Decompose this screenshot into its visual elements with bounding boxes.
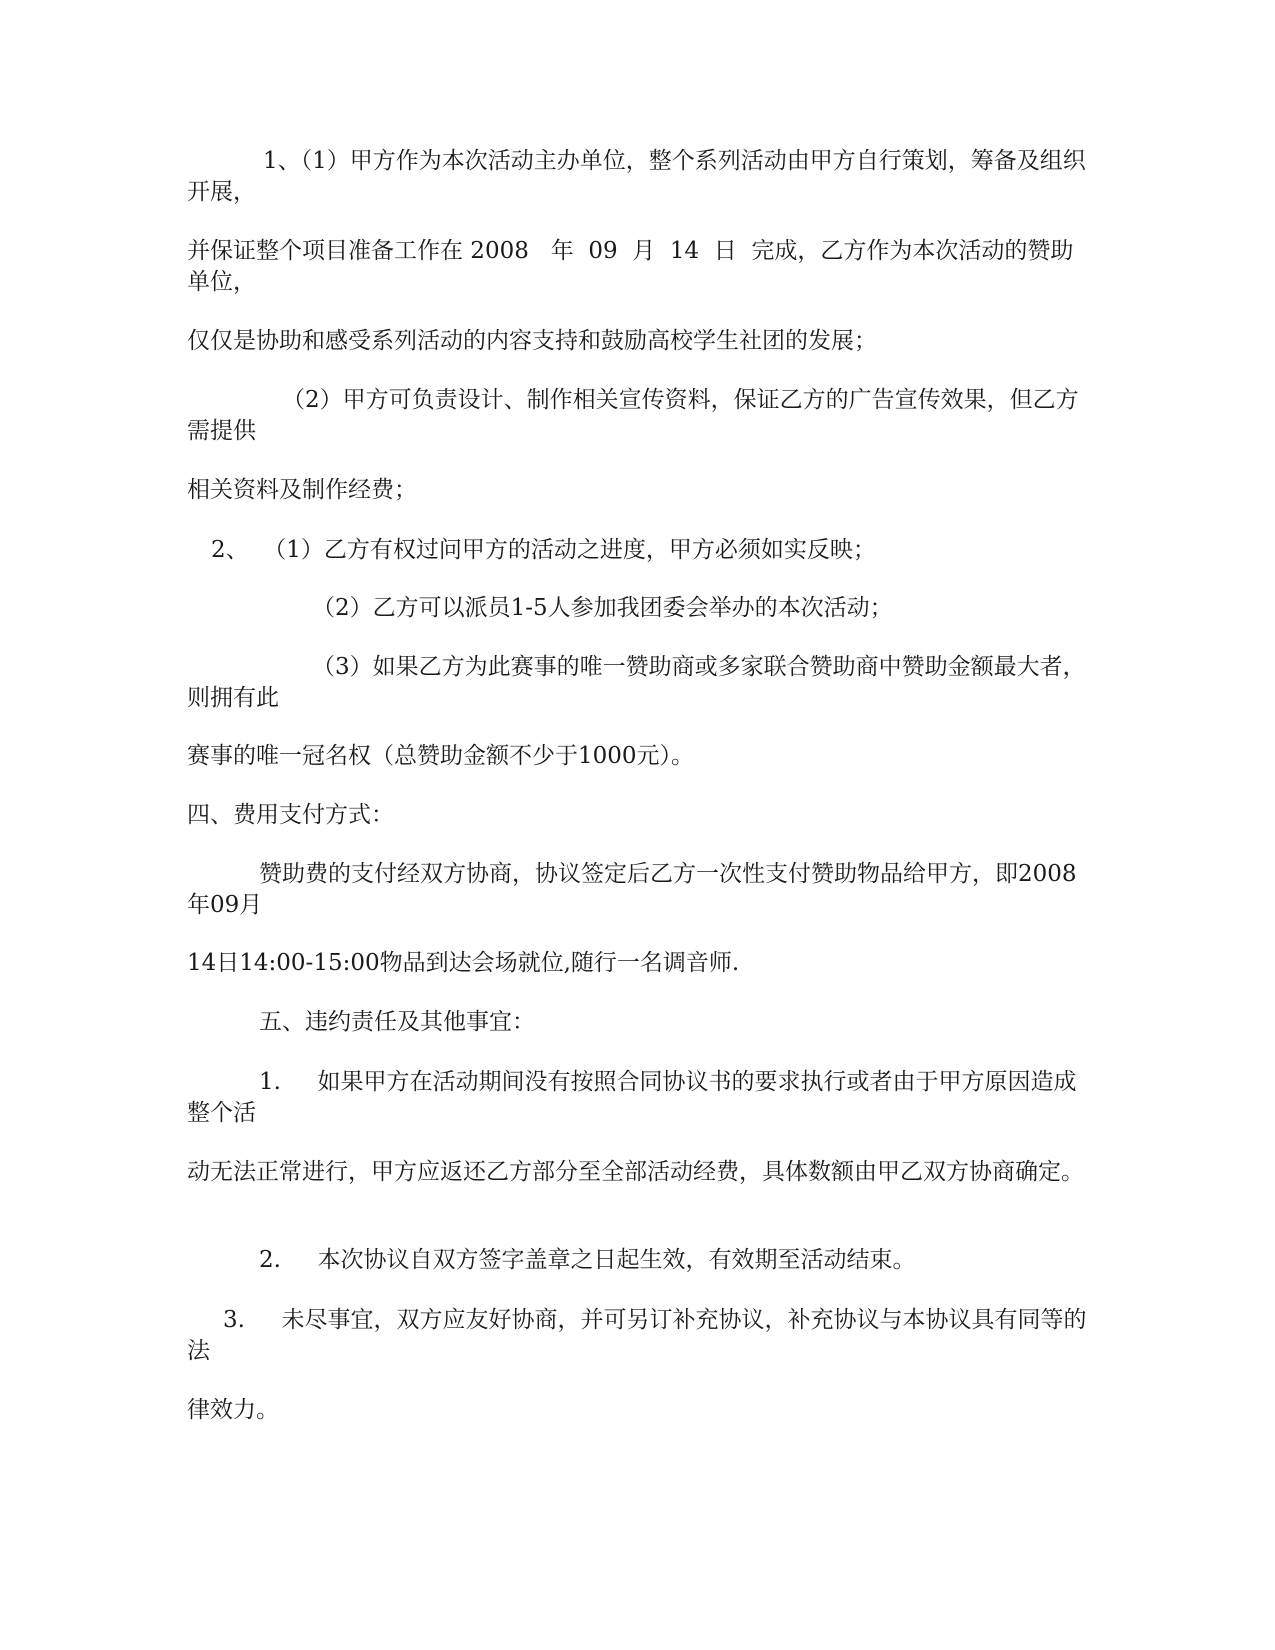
- paragraph-11: 赞助费的支付经双方协商，协议签定后乙方一次性支付赞助物品给甲方，即2008年09月: [187, 861, 1077, 918]
- paragraph-6: 2、 （1）乙方有权过问甲方的活动之进度，甲方必须如实反映；: [211, 537, 876, 563]
- paragraph-5: 相关资料及制作经费；: [187, 477, 417, 503]
- paragraph-12: 14日14:00-15:00物品到达会场就位,随行一名调音师.: [187, 950, 740, 976]
- paragraph-3: 仅仅是协助和感受系列活动的内容支持和鼓励高校学生社团的发展；: [187, 328, 877, 354]
- paragraph-2: 并保证整个项目准备工作在 2008 年 09 月 14 日 完成，乙方作为本次活动的赞助单位，: [187, 238, 1074, 295]
- paragraph-14: 1. 如果甲方在活动期间没有按照合同协议书的要求执行或者由于甲方原因造成整个活: [187, 1069, 1077, 1126]
- paragraph-8: （3）如果乙方为此赛事的唯一赞助商或多家联合赞助商中赞助金额最大者，则拥有此: [187, 654, 1086, 711]
- paragraph-1: 1、（1）甲方作为本次活动主办单位，整个系列活动由甲方自行策划，筹备及组织开展，: [187, 148, 1086, 205]
- section-heading-payment: 四、费用支付方式：: [187, 802, 394, 828]
- paragraph-15: 动无法正常进行，甲方应返还乙方部分至全部活动经费，具体数额由甲乙双方协商确定。: [187, 1159, 1084, 1185]
- section-heading-breach: 五、违约责任及其他事宜：: [259, 1009, 535, 1035]
- paragraph-18: 律效力。: [187, 1397, 279, 1423]
- paragraph-17: 3. 未尽事宜，双方应友好协商，并可另订补充协议，补充协议与本协议具有同等的法: [187, 1307, 1087, 1364]
- paragraph-9: 赛事的唯一冠名权（总赞助金额不少于1000元）。: [187, 743, 695, 769]
- paragraph-4: （2）甲方可负责设计、制作相关宣传资料，保证乙方的广告宣传效果，但乙方需提供: [187, 387, 1079, 444]
- paragraph-7: （2）乙方可以派员1-5人参加我团委会举办的本次活动；: [312, 595, 893, 621]
- paragraph-16: 2. 本次协议自双方签字盖章之日起生效，有效期至活动结束。: [259, 1247, 916, 1273]
